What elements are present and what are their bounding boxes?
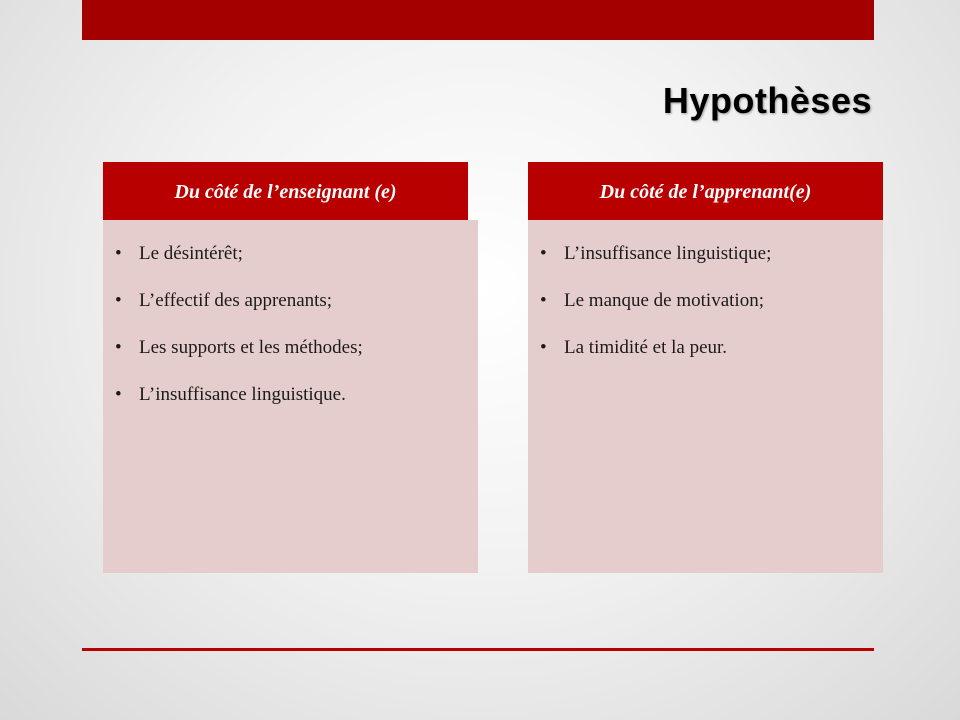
slide-title: Hypothèses [662, 80, 872, 121]
bullet-icon: • [115, 290, 122, 311]
list-item-text: Le manque de motivation; [564, 290, 764, 311]
column-enseignant [103, 162, 478, 573]
column-header: Du côté de l’enseignant (e) [103, 162, 468, 222]
list-item [540, 336, 883, 360]
list-item [115, 289, 478, 313]
list-item [115, 242, 478, 266]
column-body [528, 220, 883, 573]
bullet-icon: • [540, 337, 547, 358]
list-item [540, 289, 883, 313]
column-body [103, 220, 478, 573]
bullet-icon: • [115, 243, 122, 264]
column-apprenant [528, 162, 883, 573]
list-item [540, 242, 883, 266]
list-item-text: Le désintérêt; [139, 243, 243, 264]
list-item-text: L’effectif des apprenants; [139, 290, 333, 311]
list-item-text: La timidité et la peur. [564, 337, 728, 358]
top-accent-bar [82, 0, 874, 40]
column-header: Du côté de l’apprenant(e) [528, 162, 883, 222]
bullet-icon: • [540, 243, 547, 264]
list-item-text: L’insuffisance linguistique. [139, 384, 346, 405]
bottom-divider [82, 648, 874, 651]
bullet-icon: • [115, 384, 122, 405]
bullet-icon: • [115, 337, 122, 358]
list-item-text: L’insuffisance linguistique; [564, 243, 772, 264]
list-item-text: Les supports et les méthodes; [139, 337, 363, 358]
list-item [115, 383, 478, 407]
list-item [115, 336, 478, 360]
bullet-icon: • [540, 290, 547, 311]
